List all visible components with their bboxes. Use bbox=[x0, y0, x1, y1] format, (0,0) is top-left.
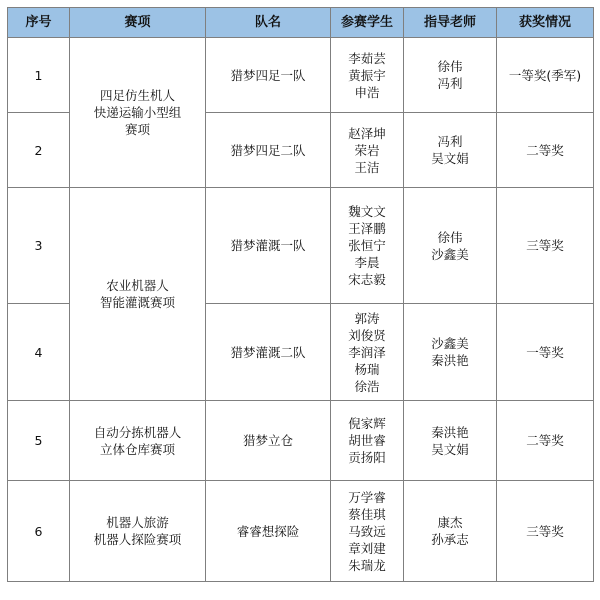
teachers-cell bbox=[404, 113, 497, 188]
students-cell bbox=[331, 188, 404, 304]
award: 三等奖 bbox=[497, 188, 594, 304]
teacher-name: 徐伟 bbox=[437, 59, 463, 74]
teachers-cell bbox=[404, 481, 497, 582]
student-name: 李润泽 bbox=[348, 344, 386, 360]
teacher-name: 徐伟 bbox=[437, 229, 463, 245]
teacher-name: 秦洪艳 bbox=[431, 353, 469, 368]
header-students: 参赛学生 bbox=[331, 8, 404, 38]
team-name: 猎梦灌溉一队 bbox=[206, 188, 331, 304]
row-no: 4 bbox=[8, 304, 70, 401]
award: 一等奖 bbox=[497, 304, 594, 401]
student-name: 胡世睿 bbox=[348, 433, 386, 448]
row-no: 3 bbox=[8, 188, 70, 304]
header-row bbox=[8, 8, 594, 38]
event-line: 智能灌溉赛项 bbox=[99, 295, 175, 310]
header-no: 序号 bbox=[8, 8, 70, 38]
student-name: 朱瑞龙 bbox=[348, 557, 386, 573]
table-row bbox=[8, 188, 594, 304]
teacher-name: 康杰 bbox=[437, 515, 463, 530]
student-name: 黄振宇 bbox=[348, 67, 386, 83]
teacher-name: 沙鑫美 bbox=[431, 336, 469, 351]
students-cell bbox=[331, 38, 404, 113]
student-name: 郭涛 bbox=[354, 310, 380, 326]
event-line: 快递运输小型组 bbox=[93, 105, 182, 120]
student-name: 倪家辉 bbox=[348, 416, 386, 431]
student-name: 魏文文 bbox=[348, 204, 386, 219]
event-line: 立体仓库赛项 bbox=[99, 441, 175, 457]
team-name: 猎梦立仓 bbox=[206, 401, 331, 481]
student-name: 杨瑞 bbox=[354, 361, 380, 377]
header-event: 赛项 bbox=[70, 8, 206, 38]
teacher-name: 冯利 bbox=[437, 76, 463, 91]
student-name: 李茹芸 bbox=[348, 50, 386, 66]
teacher-name: 吴文娟 bbox=[431, 151, 469, 166]
table-row bbox=[8, 481, 594, 582]
team-name: 睿睿想探险 bbox=[206, 481, 331, 582]
teachers-cell bbox=[404, 304, 497, 401]
event-line: 赛项 bbox=[124, 122, 150, 137]
student-name: 李晨 bbox=[354, 255, 380, 270]
award: 一等奖(季军) bbox=[497, 38, 594, 113]
event-cell bbox=[70, 38, 206, 188]
team-name: 猎梦四足一队 bbox=[206, 38, 331, 113]
teachers-cell bbox=[404, 188, 497, 304]
team-name: 猎梦四足二队 bbox=[206, 113, 331, 188]
student-name: 王洁 bbox=[354, 159, 380, 175]
header-award: 获奖情况 bbox=[497, 8, 594, 38]
students-cell bbox=[331, 401, 404, 481]
teacher-name: 沙鑫美 bbox=[431, 246, 469, 262]
teacher-name: 秦洪艳 bbox=[431, 424, 469, 440]
student-name: 章刘建 bbox=[348, 540, 386, 556]
event-line: 机器人旅游 bbox=[106, 515, 169, 530]
header-teachers: 指导老师 bbox=[404, 8, 497, 38]
student-name: 申浩 bbox=[354, 84, 380, 100]
event-line: 四足仿生机人 bbox=[99, 88, 175, 103]
teachers-cell bbox=[404, 401, 497, 481]
teacher-name: 吴文娟 bbox=[431, 441, 469, 457]
teacher-name: 孙承志 bbox=[431, 532, 469, 547]
student-name: 贡扬阳 bbox=[348, 450, 386, 465]
award: 二等奖 bbox=[497, 113, 594, 188]
award: 二等奖 bbox=[497, 401, 594, 481]
student-name: 宋志毅 bbox=[348, 272, 386, 287]
student-name: 万学睿 bbox=[348, 489, 386, 505]
student-name: 张恒宁 bbox=[348, 238, 386, 253]
header-team: 队名 bbox=[206, 8, 331, 38]
event-line: 机器人探险赛项 bbox=[93, 532, 182, 547]
award: 三等奖 bbox=[497, 481, 594, 582]
event-line: 农业机器人 bbox=[106, 278, 169, 293]
row-no: 6 bbox=[8, 481, 70, 582]
row-no: 5 bbox=[8, 401, 70, 481]
student-name: 王泽鹏 bbox=[348, 221, 386, 236]
student-name: 刘俊贤 bbox=[348, 327, 386, 343]
event-cell bbox=[70, 401, 206, 481]
row-no: 1 bbox=[8, 38, 70, 113]
teachers-cell bbox=[404, 38, 497, 113]
student-name: 徐浩 bbox=[354, 378, 380, 394]
awards-table-container bbox=[7, 7, 593, 582]
students-cell bbox=[331, 481, 404, 582]
awards-table bbox=[7, 7, 594, 582]
event-cell bbox=[70, 481, 206, 582]
students-cell bbox=[331, 113, 404, 188]
student-name: 蔡佳琪 bbox=[348, 506, 386, 522]
teacher-name: 冯利 bbox=[437, 134, 463, 149]
event-cell bbox=[70, 188, 206, 401]
event-line: 自动分拣机器人 bbox=[93, 424, 182, 440]
student-name: 马致远 bbox=[348, 523, 386, 539]
row-no: 2 bbox=[8, 113, 70, 188]
team-name: 猎梦灌溉二队 bbox=[206, 304, 331, 401]
table-row bbox=[8, 38, 594, 113]
students-cell bbox=[331, 304, 404, 401]
student-name: 荣岩 bbox=[354, 142, 380, 158]
student-name: 赵泽坤 bbox=[348, 125, 386, 141]
table-row bbox=[8, 401, 594, 481]
